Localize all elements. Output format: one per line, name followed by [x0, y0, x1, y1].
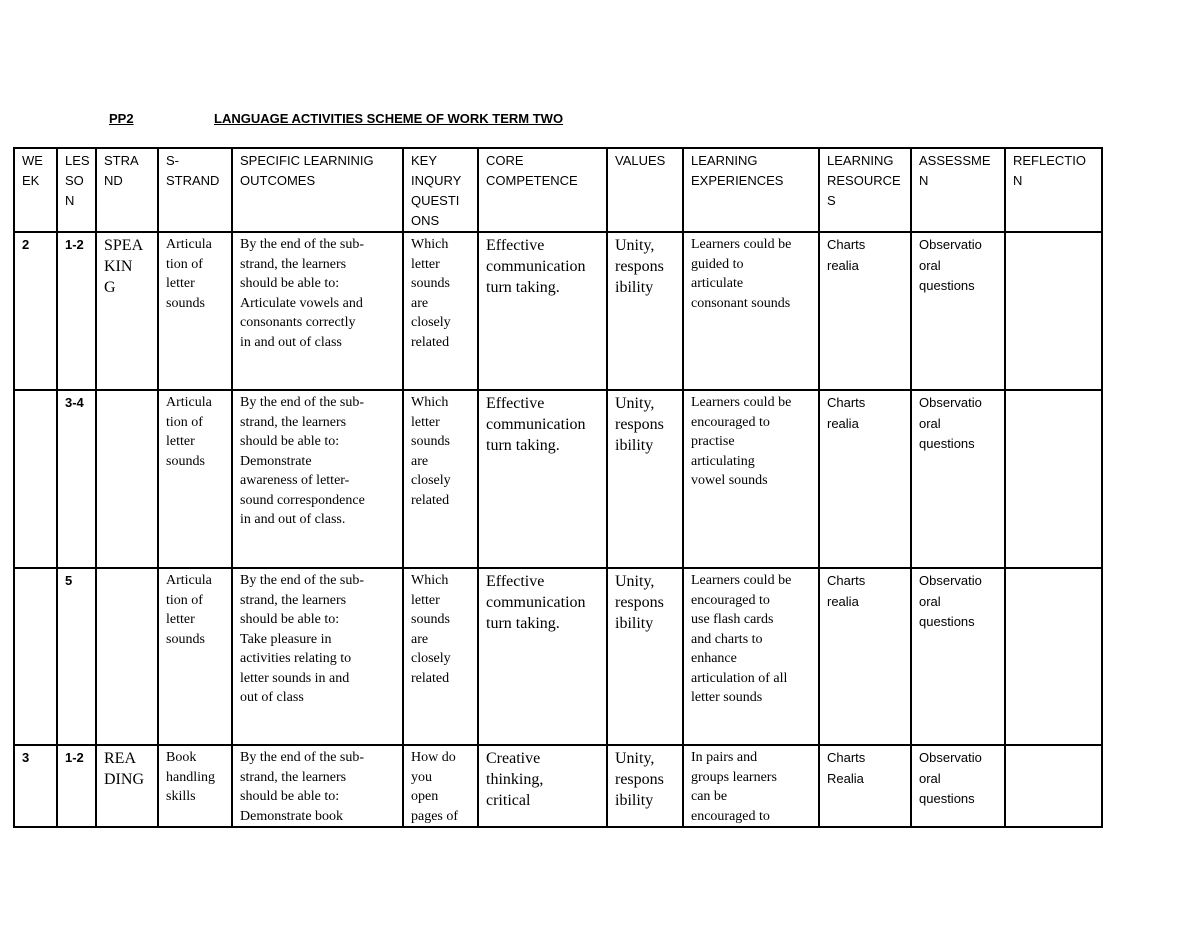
header-cell-inquiry: KEY INQURY QUESTI ONS [403, 148, 478, 232]
scheme-of-work-table [13, 147, 1103, 828]
header-cell-assessment: ASSESSME N [911, 148, 1005, 232]
inquiry-cell: How do you open pages of [403, 745, 478, 827]
inquiry-cell: Which letter sounds are closely related [403, 568, 478, 745]
reflection-cell [1005, 232, 1102, 390]
document-title: LANGUAGE ACTIVITIES SCHEME OF WORK TERM TWO [214, 111, 564, 126]
sub-strand-cell: Articula tion of letter sounds [158, 568, 232, 745]
assessment-cell: Observatio oral questions [911, 232, 1005, 390]
outcomes-cell: By the end of the sub- strand, the learners should be able to: Demonstrate awareness of letter- sound correspondence in and out of class. [232, 390, 403, 568]
strand-cell [96, 568, 158, 745]
class-label: PP2 [109, 111, 134, 126]
outcomes-cell: By the end of the sub- strand, the learners should be able to: Demonstrate book [232, 745, 403, 827]
resources-cell: Charts realia [819, 568, 911, 745]
lesson-cell: 3-4 [57, 390, 96, 568]
header-cell-week: WE EK [14, 148, 57, 232]
values-cell: Unity, respons ibility [607, 568, 683, 745]
inquiry-cell: Which letter sounds are closely related [403, 232, 478, 390]
header-cell-competence: CORE COMPETENCE [478, 148, 607, 232]
resources-cell: Charts realia [819, 232, 911, 390]
table-row [14, 568, 1102, 745]
experiences-cell: Learners could be encouraged to use flash cards and charts to enhance articulation of all letter sounds [683, 568, 819, 745]
week-cell: 3 [14, 745, 57, 827]
sub-strand-cell: Articula tion of letter sounds [158, 232, 232, 390]
resources-cell: Charts realia [819, 390, 911, 568]
lesson-cell: 5 [57, 568, 96, 745]
outcomes-cell: By the end of the sub- strand, the learners should be able to: Articulate vowels and consonants correctly in and out of class [232, 232, 403, 390]
strand-cell: REA DING [96, 745, 158, 827]
header-cell-resources: LEARNING RESOURCE S [819, 148, 911, 232]
assessment-cell: Observatio oral questions [911, 745, 1005, 827]
header-cell-lesson: LES SO N [57, 148, 96, 232]
strand-cell: SPEA KIN G [96, 232, 158, 390]
header-cell-values: VALUES [607, 148, 683, 232]
header-cell-strand: STRA ND [96, 148, 158, 232]
experiences-cell: In pairs and groups learners can be encouraged to [683, 745, 819, 827]
assessment-cell: Observatio oral questions [911, 390, 1005, 568]
competence-cell: Effective communication turn taking. [478, 568, 607, 745]
table-row [14, 390, 1102, 568]
inquiry-cell: Which letter sounds are closely related [403, 390, 478, 568]
values-cell: Unity, respons ibility [607, 390, 683, 568]
header-cell-outcomes: SPECIFIC LEARNINIG OUTCOMES [232, 148, 403, 232]
outcomes-cell: By the end of the sub- strand, the learners should be able to: Take pleasure in activities relating to letter sounds in and out of class [232, 568, 403, 745]
assessment-cell: Observatio oral questions [911, 568, 1005, 745]
lesson-cell: 1-2 [57, 232, 96, 390]
reflection-cell [1005, 568, 1102, 745]
experiences-cell: Learners could be guided to articulate consonant sounds [683, 232, 819, 390]
week-cell [14, 390, 57, 568]
competence-cell: Effective communication turn taking. [478, 390, 607, 568]
strand-cell [96, 390, 158, 568]
table-header-row [14, 148, 1102, 232]
competence-cell: Creative thinking, critical [478, 745, 607, 827]
sub-strand-cell: Articula tion of letter sounds [158, 390, 232, 568]
competence-cell: Effective communication turn taking. [478, 232, 607, 390]
values-cell: Unity, respons ibility [607, 745, 683, 827]
table-row [14, 745, 1102, 827]
reflection-cell [1005, 745, 1102, 827]
header-cell-sub-strand: S- STRAND [158, 148, 232, 232]
experiences-cell: Learners could be encouraged to practise articulating vowel sounds [683, 390, 819, 568]
header-cell-reflection: REFLECTIO N [1005, 148, 1102, 232]
header-cell-experiences: LEARNING EXPERIENCES [683, 148, 819, 232]
values-cell: Unity, respons ibility [607, 232, 683, 390]
resources-cell: Charts Realia [819, 745, 911, 827]
lesson-cell: 1-2 [57, 745, 96, 827]
week-cell: 2 [14, 232, 57, 390]
week-cell [14, 568, 57, 745]
table-row [14, 232, 1102, 390]
reflection-cell [1005, 390, 1102, 568]
sub-strand-cell: Book handling skills [158, 745, 232, 827]
